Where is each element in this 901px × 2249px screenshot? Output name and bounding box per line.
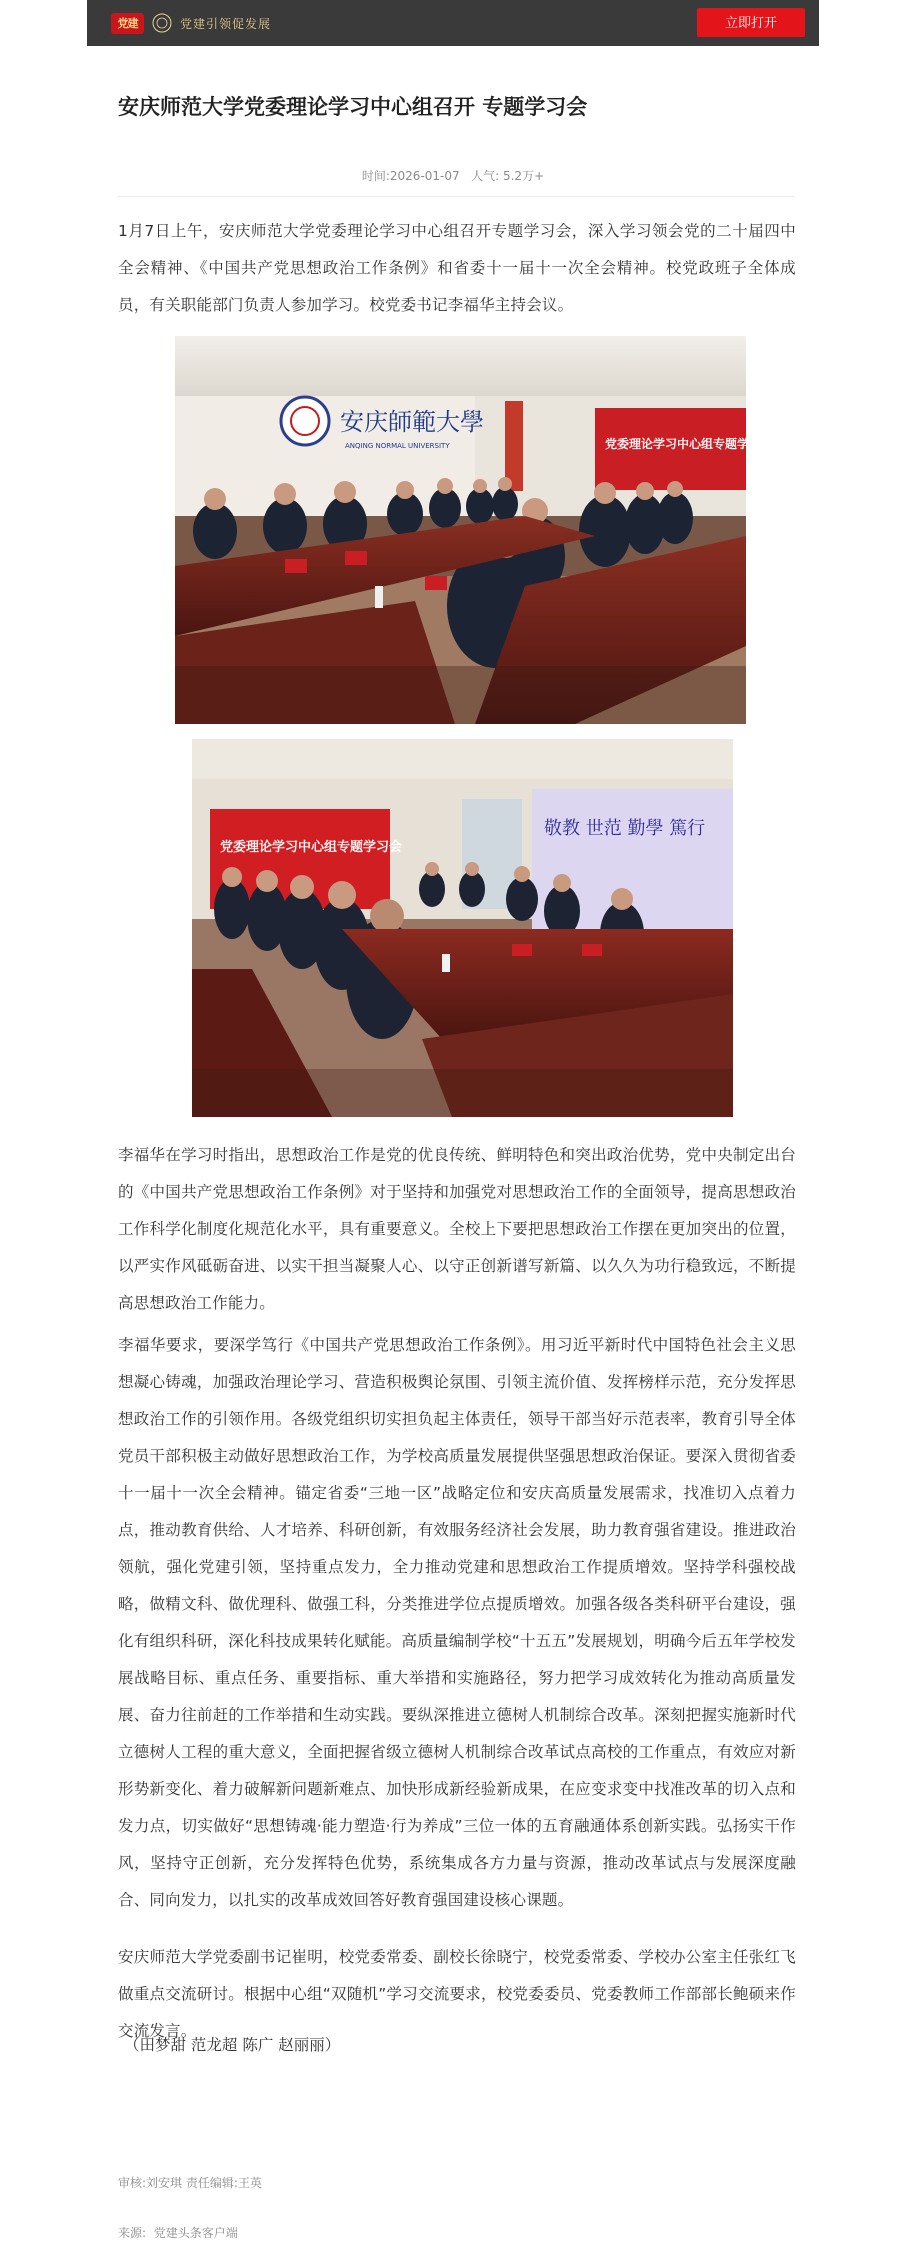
seal-logo <box>150 12 174 34</box>
header-slogan: 党建引领促发展 <box>180 16 272 31</box>
meta-time-label: 时间: <box>361 169 390 183</box>
article-source-line <box>118 2224 238 2241</box>
meta-divider <box>118 196 794 197</box>
editor-label: 责任编辑: <box>185 2176 238 2190</box>
meta-views-label: 人气: <box>471 169 500 183</box>
article-meta <box>87 167 819 184</box>
wall-university-name-en: ANQING NORMAL UNIVERSITY <box>345 442 450 450</box>
photo2-screen-title: 党委理论学习中心组专题学习会 <box>220 840 403 855</box>
source-label: 来源: <box>118 2226 147 2240</box>
editor-name: 王英 <box>237 2176 262 2190</box>
source-name: 党建头条客户端 <box>153 2226 238 2240</box>
article-title: 安庆师范大学党委理论学习中心组召开 专题学习会 <box>118 95 588 119</box>
article-paragraph-3: 李福华要求，要深学笃行《中国共产党思想政治工作条例》。用习近平新时代中国特色社会主义思想凝心铸魂，加强政治理论学习、营造积极舆论氛围、引领主流价值、发挥榜样示范，充分发挥思想政治工作的引领作用。各级党组织切实担负起主体责任，领导干部当好示范表率，教育引导全体党员干部积极主动做好思想政治工作，为学校高质量发展提供坚强思想政治保证。要深入贯彻省委十一届十一次全会精神。锚定省委“三地一区”战略定位和安庆高质量发展需求，找准切入点着力点，推动教育供给、人才培养、科研创新，有效服务经济社会发展，助力教育强省建设。推进政治领航，强化党建引领，坚持重点发力，全力推动党建和思想政治工作提质增效。坚持学科强校战略，做精文科、做优理科、做强工科，分类推进学位点提质增效。加强各级各类科研平台建设，强化有组织科研，深化科技成果转化赋能。高质量编制学校“十五五”发展规划，明确今后五年学校发展战略目标、重点任务、重要指标、重大举措和实施路径，努力把学习成效转化为推动高质量发展、奋力往前赶的工作举措和生动实践。要纵深推进立德树人机制综合改革。深刻把握实施新时代立德树人工程的重大意义，全面把握省级立德树人机制综合改革试点高校的工作重点，有效应对新形势新变化、着力破解新问题新难点、加快形成新经验新成果，在应变求变中找准改革的切入点和发力点，切实做好“思想铸魂·能力塑造·行为养成”三位一体的五育融通体系创新实践。弘扬实干作风，坚持守正创新，充分发挥特色优势，系统集成各方力量与资源，推动改革试点与发展深度融合、同向发力，以扎实的改革成效回答好教育强国建设核心课题。 <box>118 1336 796 1909</box>
meeting-photo-1 <box>175 336 774 724</box>
article-paragraph-2: 李福华在学习时指出，思想政治工作是党的优良传统、鲜明特色和突出政治优势，党中央制定出台的《中国共产党思想政治工作条例》对于坚持和加强党对思想政治工作的全面领导，提高思想政治工作科学化制度化规范化水平，具有重要意义。全校上下要把思想政治工作摆在更加突出的位置，以严实作风砥砺奋进、以实干担当凝聚人心、以守正创新谱写新篇、以久久为功行稳致远，不断提高思想政治工作能力。 <box>118 1146 796 1312</box>
meta-views: 5.2万+ <box>502 169 545 183</box>
review-label: 审核: <box>118 2176 147 2190</box>
reviewer-name: 刘安琪 <box>146 2176 183 2190</box>
open-app-button[interactable]: 立即打开 <box>697 8 805 37</box>
app-header-bar <box>87 0 819 46</box>
article-review-line <box>118 2174 262 2191</box>
article-paragraph-1: 1月7日上午，安庆师范大学党委理论学习中心组召开专题学习会，深入学习领会党的二十届四中全会精神、《中国共产党思想政治工作条例》和省委十一届十一次全会精神。校党政班子全体成员，有关职能部门负责人参加学习。校党委书记李福华主持会议。 <box>118 222 796 314</box>
meta-time: 2026-01-07 <box>389 169 460 183</box>
photo2-wall-motto: 敬教 世范 勤學 篤行 <box>544 818 706 839</box>
wall-university-name: 安庆師範大學 <box>340 408 484 436</box>
article-paragraph-4: 安庆师范大学党委副书记崔明，校党委常委、副校长徐晓宁，校党委常委、学校办公室主任张红飞做重点交流研讨。根据中心组“双随机”学习交流要求，校党委委员、党委教师工作部部长鲍硕来作交流发言。 <box>118 1948 796 2040</box>
app-logo: 党建 <box>111 13 144 34</box>
article-authors: （田梦甜 范龙超 陈广 赵丽丽） <box>124 2036 341 2054</box>
photo1-screen-title: 党委理论学习中心组专题学习会 <box>605 437 774 451</box>
meeting-photo-2 <box>192 739 733 1117</box>
